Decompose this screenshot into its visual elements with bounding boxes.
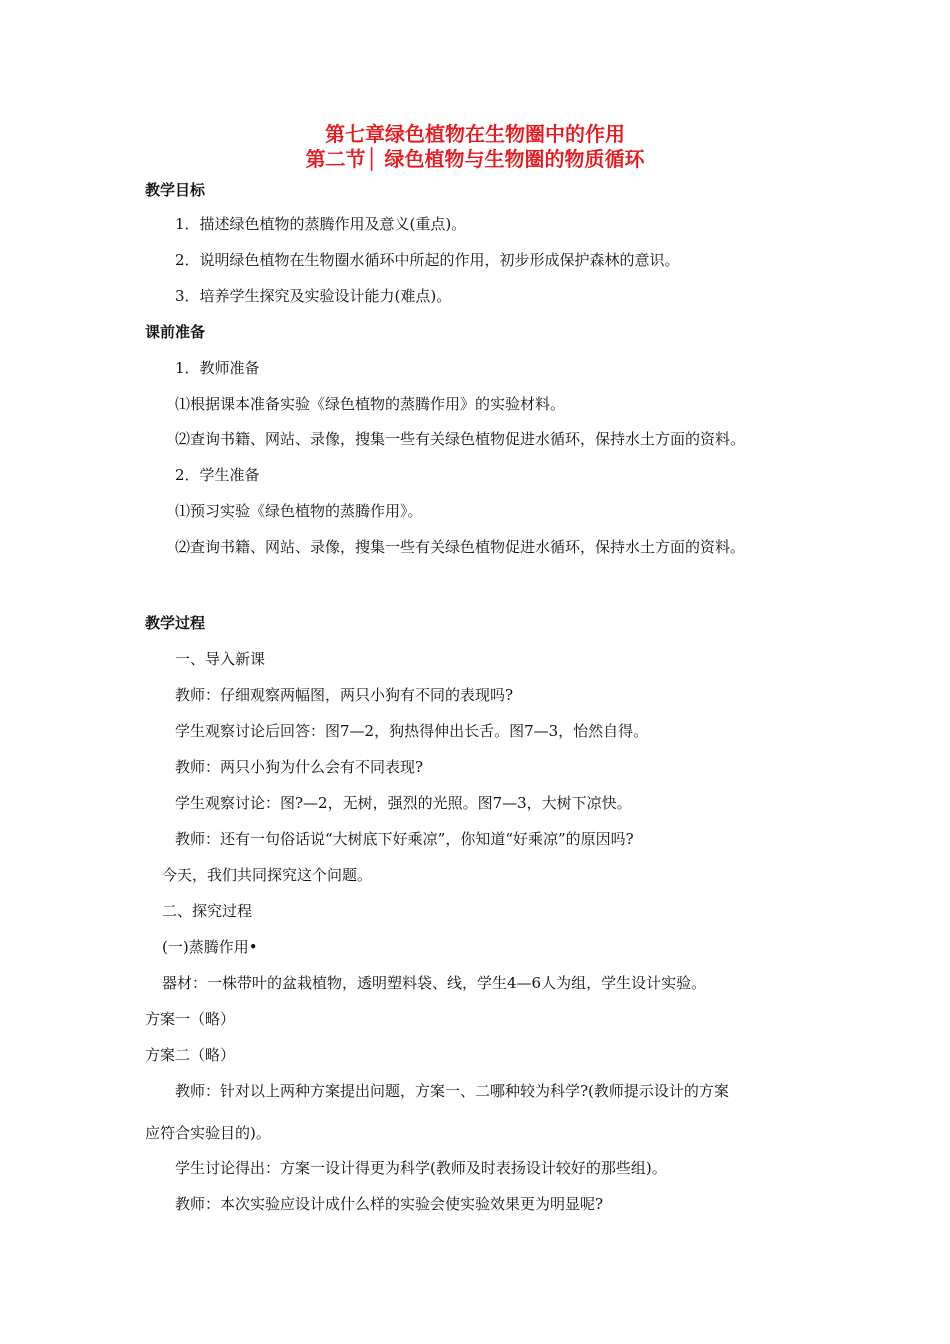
prep-line-4: 2．学生准备 bbox=[175, 466, 260, 484]
process-line-1: 一、导入新课 bbox=[175, 650, 266, 668]
process-line-14: 应符合实验目的)。 bbox=[145, 1124, 271, 1142]
process-line-12: 方案二（略） bbox=[145, 1046, 236, 1064]
process-line-11: 方案一（略） bbox=[145, 1010, 236, 1028]
chapter-title: 第七章绿色植物在生物圈中的作用 bbox=[325, 122, 625, 146]
process-line-6: 教师：还有一句俗话说“大树底下好乘凉”，你知道“好乘凉”的原因吗? bbox=[175, 830, 634, 848]
process-line-7: 今天，我们共同探究这个问题。 bbox=[162, 866, 373, 884]
goal-item-2: 2．说明绿色植物在生物圈水循环中所起的作用，初步形成保护森林的意识。 bbox=[175, 251, 680, 269]
process-line-8: 二、探究过程 bbox=[162, 902, 253, 920]
process-line-3: 学生观察讨论后回答：图7—2，狗热得伸出长舌。图7—3，怡然自得。 bbox=[175, 722, 649, 740]
prep-line-5: ⑴预习实验《绿色植物的蒸腾作用》。 bbox=[175, 502, 423, 520]
process-line-15: 学生讨论得出：方案一设计得更为科学(教师及时表扬设计较好的那些组)。 bbox=[175, 1159, 667, 1177]
section-title: 第二节│ 绿色植物与生物圈的物质循环 bbox=[305, 147, 645, 171]
goal-item-3: 3．培养学生探究及实验设计能力(难点)。 bbox=[175, 287, 452, 305]
process-line-4: 教师：两只小狗为什么会有不同表现? bbox=[175, 758, 424, 776]
process-line-13: 教师：针对以上两种方案提出问题，方案一、二哪种较为科学?(教师提示设计的方案 bbox=[175, 1082, 729, 1100]
prep-line-2: ⑴根据课本准备实验《绿色植物的蒸腾作用》的实验材料。 bbox=[175, 395, 566, 413]
process-line-10: 器材：一株带叶的盆栽植物，透明塑料袋、线，学生4—6人为组，学生设计实验。 bbox=[162, 974, 707, 992]
process-line-2: 教师：仔细观察两幅图，两只小狗有不同的表现吗? bbox=[175, 686, 514, 704]
process-line-16: 教师：本次实验应设计成什么样的实验会使实验效果更为明显呢? bbox=[175, 1195, 604, 1213]
prep-line-1: 1．教师准备 bbox=[175, 359, 260, 377]
process-line-5: 学生观察讨论：图?—2，无树，强烈的光照。图7—3，大树下凉快。 bbox=[175, 794, 632, 812]
prep-heading: 课前准备 bbox=[145, 323, 206, 341]
prep-line-3: ⑵查询书籍、网站、录像，搜集一些有关绿色植物促进水循环，保持水土方面的资料。 bbox=[175, 430, 746, 448]
prep-line-6: ⑵查询书籍、网站、录像，搜集一些有关绿色植物促进水循环，保持水土方面的资料。 bbox=[175, 538, 746, 556]
process-heading: 教学过程 bbox=[145, 614, 206, 632]
goals-heading: 教学目标 bbox=[145, 181, 206, 199]
process-line-9: (一)蒸腾作用• bbox=[162, 938, 258, 956]
goal-item-1: 1．描述绿色植物的蒸腾作用及意义(重点)。 bbox=[175, 215, 467, 233]
